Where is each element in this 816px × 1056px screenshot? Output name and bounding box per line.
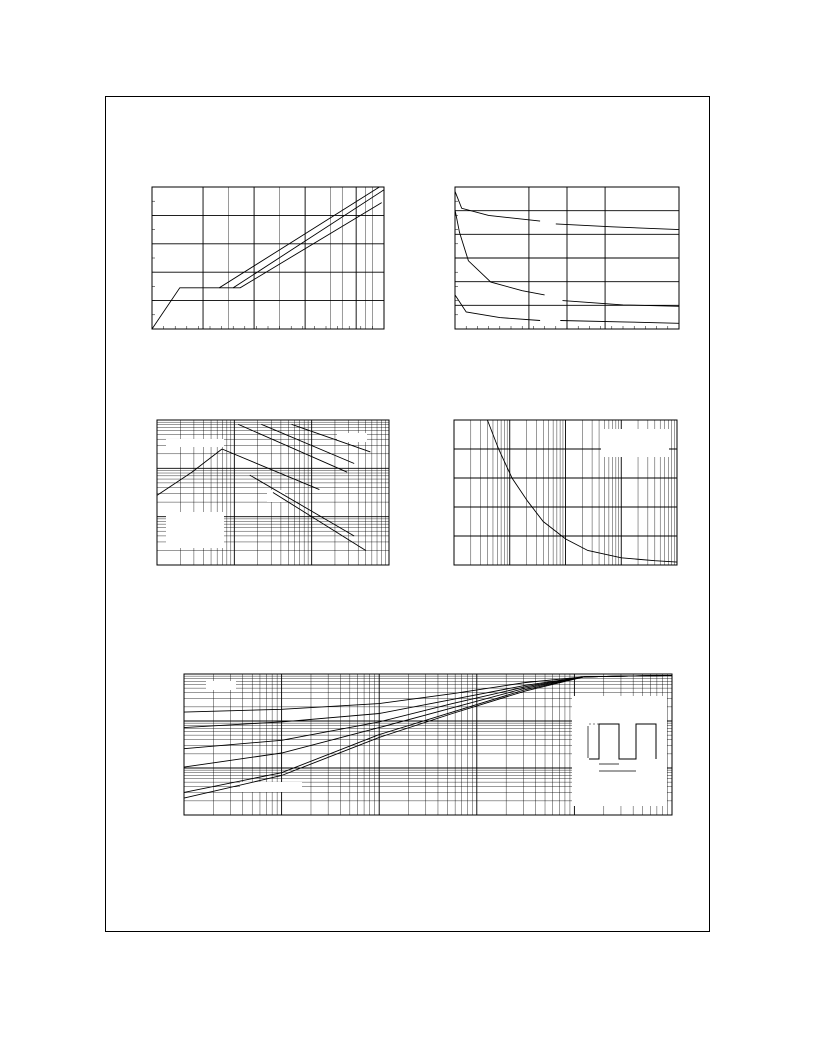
legend-box <box>601 429 669 457</box>
gridlines <box>455 187 679 329</box>
legend-box <box>206 681 236 690</box>
legend-box <box>166 512 224 548</box>
series-line-1 <box>152 187 379 329</box>
legend-box <box>240 782 302 792</box>
series-line-3 <box>238 424 347 472</box>
series-line-6 <box>560 321 679 324</box>
plot-bottom-wide <box>184 674 672 815</box>
series-line-1 <box>157 449 222 495</box>
plot-top-right <box>455 187 679 329</box>
legend-box <box>166 439 224 447</box>
plot-top-left <box>152 187 384 329</box>
series-line-2 <box>556 224 679 230</box>
legend-box <box>337 433 367 442</box>
series-line-5 <box>455 295 540 321</box>
plot-middle-right <box>454 420 677 565</box>
series-line-2 <box>222 449 319 490</box>
series-line-6 <box>250 475 354 536</box>
plot-frame <box>152 187 384 329</box>
plot-middle-left <box>157 420 389 565</box>
legend-box <box>267 490 285 502</box>
gridlines <box>152 187 384 329</box>
series-line-1 <box>455 191 540 221</box>
series-line-2 <box>219 190 384 288</box>
